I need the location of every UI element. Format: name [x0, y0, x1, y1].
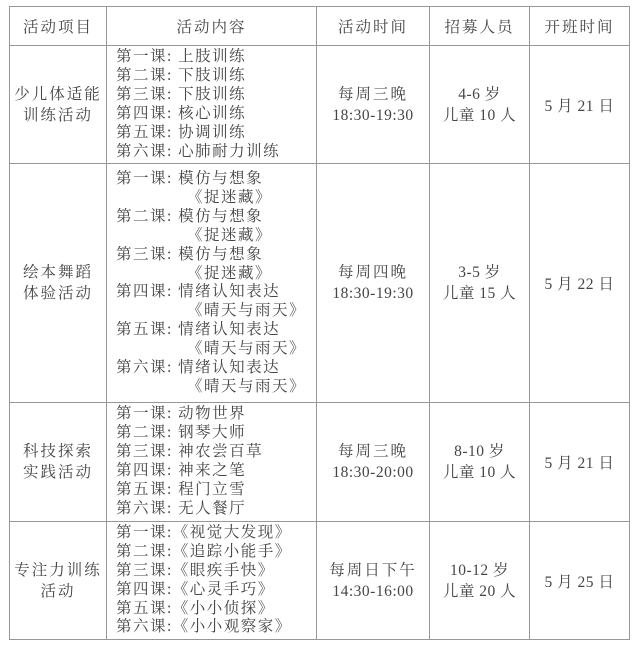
course-line: 第四课: 神来之笔	[116, 462, 247, 480]
course-line: 第二课:《追踪小能手》	[116, 542, 292, 560]
recruit-age: 3-5 岁	[458, 264, 501, 282]
header-cell-start: 开班时间	[530, 7, 630, 46]
course-line: 第三课: 下肢训练	[116, 85, 247, 103]
project-name-line: 实践活动	[22, 464, 93, 482]
table-row	[10, 164, 630, 403]
recruit-count: 儿童 10 人	[442, 464, 517, 482]
course-book-title: 《晴天与雨天》	[187, 340, 307, 358]
course-line: 第一课: 模仿与想象	[116, 170, 264, 187]
course-book-title: 《捉迷藏》	[187, 264, 273, 282]
course-line: 第三课:《眼疾手快》	[116, 561, 275, 579]
table-row	[10, 521, 630, 639]
time-weekday: 每周三晚	[337, 85, 408, 103]
table-row	[10, 46, 630, 164]
course-line: 第一课: 动物世界	[116, 405, 247, 423]
recruit-cell	[430, 164, 530, 403]
course-line: 第四课: 核心训练	[116, 104, 247, 122]
header-cell-project: 活动项目	[10, 7, 107, 46]
course-line: 第五课:《小小侦探》	[116, 599, 275, 617]
recruit-age: 10-12 岁	[449, 561, 510, 579]
content-cell	[107, 164, 317, 403]
recruit-cell	[430, 403, 530, 521]
course-line: 第六课: 心肺耐力训练	[116, 142, 281, 160]
course-line: 第二课: 钢琴大师	[116, 424, 247, 442]
recruit-count: 儿童 20 人	[442, 582, 517, 600]
recruit-cell	[430, 46, 530, 164]
project-cell	[10, 521, 107, 639]
time-range: 14:30-16:00	[332, 582, 414, 600]
course-line: 第三课: 神农尝百草	[116, 443, 264, 461]
project-cell	[10, 46, 107, 164]
start-date: 5 月 25 日	[544, 573, 615, 591]
course-line: 第一课:《视觉大发现》	[116, 523, 292, 541]
start-date-cell	[530, 403, 630, 521]
content-cell	[107, 521, 317, 639]
project-name-line: 绘本舞蹈	[22, 264, 93, 282]
start-date-cell	[530, 164, 630, 403]
recruit-count: 儿童 15 人	[442, 285, 517, 303]
course-line: 第一课: 上肢训练	[116, 48, 247, 65]
time-range: 18:30-20:00	[332, 464, 414, 482]
project-name-line: 科技探索	[22, 443, 93, 461]
time-weekday: 每周日下午	[329, 561, 417, 579]
project-name-line: 体验活动	[22, 285, 93, 303]
course-line: 第四课: 情绪认知表达	[116, 283, 281, 301]
project-name-line: 训练活动	[22, 106, 93, 124]
time-weekday: 每周三晚	[337, 443, 408, 461]
header-cell-recruit: 招募人员	[430, 7, 530, 46]
course-book-title: 《晴天与雨天》	[187, 302, 307, 320]
start-date: 5 月 21 日	[544, 455, 615, 473]
activity-schedule	[9, 6, 630, 640]
time-cell	[317, 521, 430, 639]
start-date: 5 月 22 日	[544, 276, 615, 294]
course-line: 第四课:《心灵手巧》	[116, 580, 275, 598]
project-cell	[10, 403, 107, 521]
recruit-age: 8-10 岁	[454, 443, 505, 461]
time-range: 18:30-19:30	[332, 106, 414, 124]
course-line: 第五课: 程门立雪	[116, 481, 247, 499]
start-date: 5 月 21 日	[544, 97, 615, 115]
recruit-count: 儿童 10 人	[442, 106, 517, 124]
course-line: 第二课: 模仿与想象	[116, 207, 264, 225]
recruit-age: 4-6 岁	[458, 85, 501, 103]
time-cell	[317, 46, 430, 164]
header-row	[10, 7, 630, 46]
content-cell	[107, 46, 317, 164]
course-line: 第六课:《小小观察家》	[116, 618, 292, 636]
table-row	[10, 403, 630, 521]
course-line: 第六课: 无人餐厅	[116, 499, 247, 517]
course-book-title: 《晴天与雨天》	[187, 377, 307, 395]
course-book-title: 《捉迷藏》	[187, 188, 273, 206]
time-cell	[317, 403, 430, 521]
time-cell	[317, 164, 430, 403]
activity-table	[9, 6, 630, 640]
project-cell	[10, 164, 107, 403]
project-name-line: 活动	[40, 582, 76, 600]
start-date-cell	[530, 521, 630, 639]
header-cell-content: 活动内容	[107, 7, 317, 46]
recruit-cell	[430, 521, 530, 639]
course-book-title: 《捉迷藏》	[187, 226, 273, 244]
time-weekday: 每周四晚	[337, 264, 408, 282]
course-line: 第五课: 协调训练	[116, 123, 247, 141]
course-line: 第六课: 情绪认知表达	[116, 359, 281, 377]
course-line: 第五课: 情绪认知表达	[116, 321, 281, 339]
course-line: 第三课: 模仿与想象	[116, 245, 264, 263]
content-cell	[107, 403, 317, 521]
start-date-cell	[530, 46, 630, 164]
project-name-line: 专注力训练	[14, 561, 102, 579]
course-line: 第二课: 下肢训练	[116, 66, 247, 84]
project-name-line: 少儿体适能	[14, 85, 102, 103]
header-cell-time: 活动时间	[317, 7, 430, 46]
time-range: 18:30-19:30	[332, 285, 414, 303]
